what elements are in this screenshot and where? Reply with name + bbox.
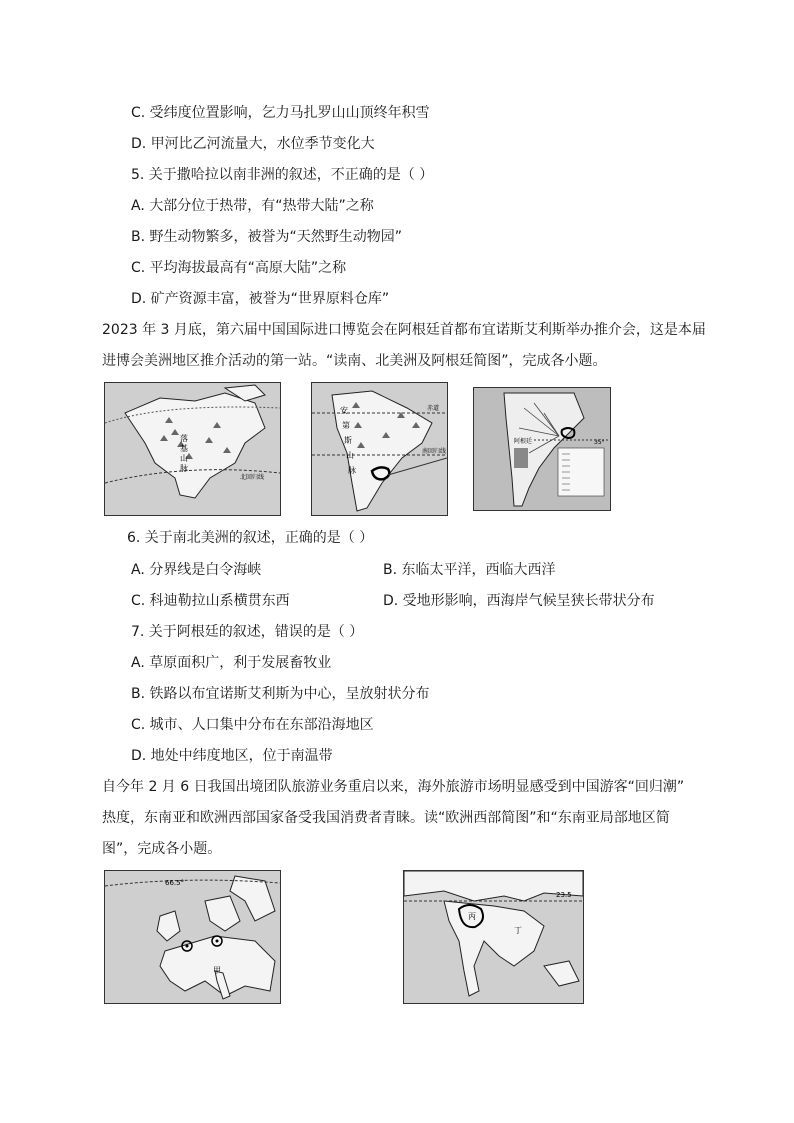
- southeast-asia-map: [403, 870, 584, 1004]
- north-america-map: [104, 382, 281, 516]
- q6-option-a: A. 分界线是白令海峡: [131, 562, 262, 578]
- na-label-4: 脉: [180, 464, 188, 473]
- q4-option-d: D. 甲河比乙河流量大，水位季节变化大: [131, 136, 375, 152]
- europe-label-jia: 甲: [213, 966, 221, 975]
- passage2-line3: 图”，完成各小题。: [102, 841, 222, 857]
- q5-stem: 5. 关于撒哈拉以南非洲的叙述，不正确的是（ ）: [131, 167, 434, 183]
- sa-label-2: 第: [342, 421, 350, 430]
- q5-option-d: D. 矿产资源丰富，被誉为“世界原料仓库”: [131, 291, 390, 307]
- europe-lat-label: 66.5°: [165, 879, 185, 887]
- q7-option-d: D. 地处中纬度地区，位于南温带: [131, 748, 333, 764]
- sea-label-bing: 丙: [468, 912, 476, 921]
- sea-lat-label: 23.5: [556, 891, 572, 899]
- q7-stem: 7. 关于阿根廷的叙述，错误的是（ ）: [131, 624, 364, 640]
- western-europe-map: [104, 870, 281, 1004]
- na-label-2: 基: [180, 444, 188, 453]
- passage1-line1: 2023 年 3 月底，第六届中国国际进口博览会在阿根廷首都布宜诺斯艾利斯举办推介会，这是本届: [102, 322, 706, 338]
- q5-option-c: C. 平均海拔最高有“高原大陆”之称: [131, 260, 347, 276]
- q5-option-b: B. 野生动物繁多，被誉为“天然野生动物园”: [131, 229, 403, 245]
- na-label-1: 落: [180, 434, 188, 443]
- sa-label-5: 脉: [348, 466, 356, 475]
- passage2-line2: 热度，东南亚和欧洲西部国家备受我国消费者青睐。读“欧洲西部简图”和“东南亚局部地区简: [102, 810, 670, 826]
- south-america-map: [311, 382, 448, 516]
- sa-label-3: 斯: [344, 436, 352, 445]
- sa-label-4: 山: [346, 451, 354, 460]
- sa-equator-label: 赤道: [427, 405, 440, 412]
- q6-stem: 6. 关于南北美洲的叙述，正确的是（ ）: [127, 530, 374, 546]
- sea-label-ding: 丁: [514, 926, 522, 935]
- q7-option-a: A. 草原面积广，利于发展畜牧业: [131, 655, 332, 671]
- sa-label-1: 安: [340, 406, 348, 415]
- q4-option-c: C. 受纬度位置影响，乞力马扎罗山山顶终年积雪: [131, 105, 430, 121]
- passage1-line2: 进博会美洲地区推介活动的第一站。“读南、北美洲及阿根廷简图”，完成各小题。: [102, 353, 607, 369]
- q6-option-c: C. 科迪勒拉山系横贯东西: [131, 593, 290, 609]
- argentina-country-label: 阿根廷: [514, 438, 533, 445]
- q5-option-a: A. 大部分位于热带，有“热带大陆”之称: [131, 198, 374, 214]
- passage2-line1: 自今年 2 月 6 日我国出境团队旅游业务重启以来，海外旅游市场明显感受到中国游客“回归潮”: [102, 779, 685, 795]
- na-tropic-label: 北回归线: [240, 474, 265, 481]
- na-label-3: 山: [180, 454, 188, 463]
- argentina-lat-label: 35°: [594, 439, 605, 446]
- q6-option-b: B. 东临太平洋，西临大西洋: [383, 562, 556, 578]
- q7-option-c: C. 城市、人口集中分布在东部沿海地区: [131, 717, 374, 733]
- q7-option-b: B. 铁路以布宜诺斯艾利斯为中心，呈放射状分布: [131, 686, 430, 702]
- argentina-map: [473, 387, 611, 511]
- q6-option-d: D. 受地形影响，西海岸气候呈狭长带状分布: [383, 593, 655, 609]
- sa-tropic-label: 南回归线: [422, 448, 447, 455]
